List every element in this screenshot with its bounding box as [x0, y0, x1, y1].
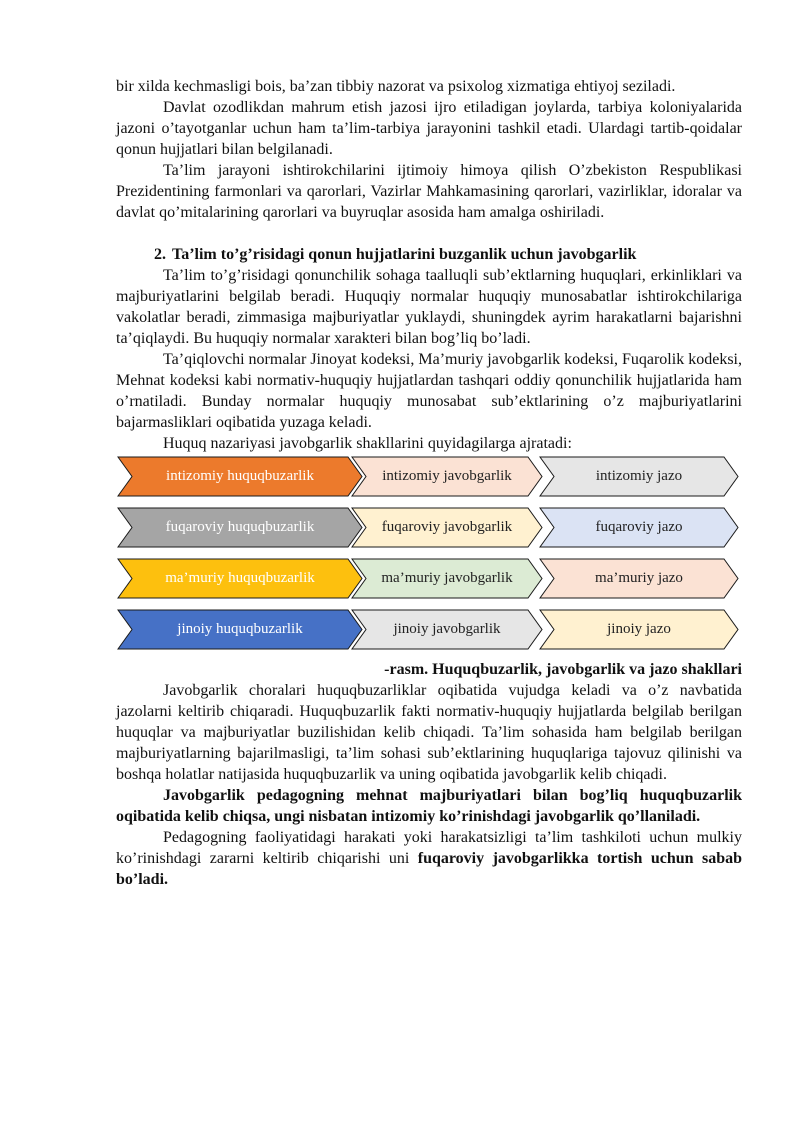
paragraph: Ta’qiqlovchi normalar Jinoyat kodeksi, Ma’muriy javobgarlik kodeksi, Fuqarolik kodeksi, Mehnat kodeksi kabi normativ-huquqiy hujjatlardan tashqari oddiy qonunchilik hujjatlarida ham o’rnatiladi. Bunday normalar huquqiy munosabat sub’ektlarining o’z majburiyatlarini bajarmasliklari oqibatida yuzaga keladi. — [116, 351, 742, 431]
penalty-label: ma’muriy jazo — [595, 570, 683, 586]
paragraph: Ta’lim jarayoni ishtirokchilarini ijtimoiy himoya qilish O’zbekiston Respublikasi Prezidentining farmonlari va qarorlari, Vazirlar Mahkamasining qarorlari, vazirliklar, idoralar va davlat qo’mitalarining qarorlari va buyruqlar asosida ham amalga oshiriladi. — [116, 162, 742, 221]
paragraph: Davlat ozodlikdan mahrum etish jazosi ijro etiladigan joylarda, tarbiya koloniyalarida jazoni o’tayotganlar uchun ham ta’lim-tarbiya jarayonini tashkil etadi. Ulardagi tartib-qoidalar qonun hujjatlari bilan belgilanadi. — [116, 99, 742, 158]
liability-label: intizomiy javobgarlik — [382, 468, 512, 484]
paragraph: Huquq nazariyasi javobgarlik shakllarini quyidagilarga ajratadi: — [163, 435, 572, 452]
paragraph: Pedagogning faoliyatidagi harakati yoki harakatsizligi ta’lim tashkiloti uchun mulkiy ko’rinishdagi zararni keltirib chiqarishi uni fuqaroviy javobgarlikka tortish uchun sabab bo’ladi. — [116, 829, 742, 888]
section-heading — [116, 244, 742, 265]
penalty-label: fuqaroviy jazo — [595, 519, 683, 535]
document-page — [116, 76, 742, 890]
offence-label: jinoiy huquqbuzarlik — [177, 621, 303, 637]
liability-forms-diagram — [116, 455, 742, 655]
section-title: Ta’lim to’g’risidagi qonun hujjatlarini buzganlik uchun javobgarlik — [172, 246, 637, 263]
liability-label: jinoiy javobgarlik — [393, 621, 501, 637]
liability-label: ma’muriy javobgarlik — [381, 570, 513, 586]
section-number: 2. — [154, 246, 166, 263]
offence-label: fuqaroviy huquqbuzarlik — [165, 519, 315, 535]
offence-label: ma’muriy huquqbuzarlik — [165, 570, 315, 586]
offence-label: intizomiy huquqbuzarlik — [166, 468, 314, 484]
paragraph: Ta’lim to’g’risidagi qonunchilik sohaga taalluqli sub’ektlarning huquqlari, erkinliklari va majburiyatlarini belgilab beradi. Huquqiy normalar huquqiy munosabatlar ishtirokchilariga vakolatlar beradi, zimmasiga majburiyatlar yuklaydi, shuningdek ayrim harakatlarni bajarishni ta’qiqlaydi. Bu huquqiy normalar xarakteri bilan bog’liq bo’ladi. — [116, 267, 742, 347]
penalty-label: jinoiy jazo — [607, 621, 671, 637]
penalty-label: intizomiy jazo — [595, 468, 683, 484]
liability-label: fuqaroviy javobgarlik — [381, 519, 513, 535]
paragraph: Javobgarlik choralari huquqbuzarliklar oqibatida vujudga keladi va o’z navbatida jazolarni keltirib chiqaradi. Huquqbuzarlik fakti normativ-huquqiy hujjatlarda belgilab berilgan huquqlar va majburiyatlar buzilishidan kelib chiqadi. Ta’lim sohasida ham belgilab berilgan majburiyatlarning bajarilmasligi, ta’lim sohasi sub’ektlarining huquqlariga tajovuz qilinishi va boshqa holatlar natijasida huquqbuzarlik va uning oqibatida javobgarlik kelib chiqadi. — [116, 682, 742, 783]
paragraph: bir xilda kechmasligi bois, ba’zan tibbiy nazorat va psixolog xizmatiga ehtiyoj seziladi. — [116, 78, 676, 95]
bold-paragraph: Javobgarlik pedagogning mehnat majburiyatlari bilan bog’liq huquqbuzarlik oqibatida kelib chiqsa, ungi nisbatan intizomiy ko’rinishdagi javobgarlik qo’llaniladi. — [116, 787, 742, 825]
figure-caption: -rasm. Huquqbuzarlik, javobgarlik va jazo shakllari — [384, 661, 742, 678]
